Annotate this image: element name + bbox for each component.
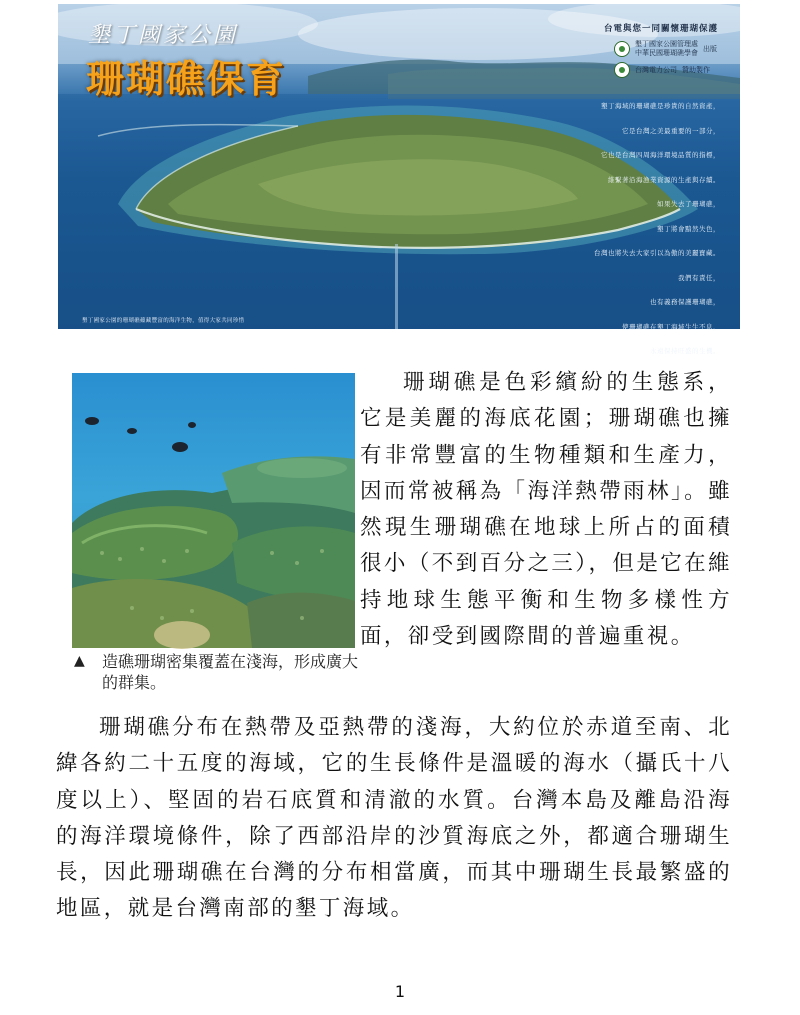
page-number: 1 bbox=[394, 982, 406, 1001]
poem-line: 它也是台灣四周海洋環境品質的指標， bbox=[601, 151, 720, 159]
poem-line: 它是台灣之美最重要的一部分， bbox=[622, 126, 720, 135]
sponsor-block bbox=[614, 62, 710, 78]
hero-caption: 墾丁國家公園的珊瑚礁蘊藏豐富的海洋生物，值得大家共同珍惜 bbox=[82, 318, 245, 324]
poem-line: 如果失去了珊瑚礁， bbox=[657, 200, 720, 208]
poem-line: 我們有責任， bbox=[678, 273, 720, 282]
paragraph-intro: 珊瑚礁是色彩繽紛的生態系，它是美麗的海底花園；珊瑚礁也擁有非常豐富的生物種類和生產力，因而常被稱為「海洋熱帶雨林」。雖然現生珊瑚礁在地球上所占的面積很小（不到百分之三），但是它在維持地球生態平衡和生物多樣性方面，卻受到國際間的普遍重視。 bbox=[360, 370, 732, 650]
photo-caption-text: 造礁珊瑚密集覆蓋在淺海，形成廣大的群集。 bbox=[102, 652, 359, 692]
publisher-role: 出版 bbox=[703, 44, 717, 53]
national-park-logo-icon bbox=[614, 41, 630, 57]
hero-slogan: 台電與您一同關懷珊瑚保護 bbox=[603, 24, 718, 34]
poem-line: 也有義務保護珊瑚礁， bbox=[650, 298, 720, 306]
poem-line: 使珊瑚礁在墾丁海域生生不息， bbox=[622, 322, 720, 331]
publisher-block bbox=[614, 40, 717, 58]
taipower-logo-icon bbox=[614, 62, 630, 78]
poem-line: 墾丁海域的珊瑚礁是珍貴的自然資產， bbox=[601, 102, 720, 110]
poem-line: 維繫著沿海漁業資源的生產與存續。 bbox=[608, 175, 720, 184]
publisher-name-2: 中華民國珊瑚礁學會 bbox=[635, 49, 698, 57]
caption-marker-icon: ▲ bbox=[74, 653, 85, 669]
publisher-name-1: 墾丁國家公園管理處 bbox=[635, 40, 698, 48]
sponsor-name: 台灣電力公司 bbox=[635, 65, 677, 74]
hero-poem bbox=[520, 100, 720, 370]
hero-title: 珊瑚礁保育 bbox=[86, 57, 287, 101]
coral-reef-photo bbox=[72, 373, 355, 648]
hero-brand-calligraphy: 墾丁國家公園 bbox=[88, 23, 239, 48]
coral-reef-illustration bbox=[72, 373, 355, 648]
poem-line: 永遠保持旺盛的生機。 bbox=[650, 347, 720, 355]
paragraph-distribution: 珊瑚礁分布在熱帶及亞熱帶的淺海，大約位於赤道至南、北緯各約二十五度的海域，它的生長條件是溫暖的海水（攝氏十八度以上）、堅固的岩石底質和清澈的水質。台灣本島及離島沿海的海洋環境條件，除了西部沿岸的沙質海底之外，都適合珊瑚生長，因此珊瑚礁在台灣的分布相當廣，而其中珊瑚生長最繁盛的地區，就是台灣南部的墾丁海域。 bbox=[56, 715, 732, 922]
sponsor-role: 贊助製作 bbox=[682, 65, 710, 74]
poem-line: 墾丁將會黯然失色， bbox=[657, 224, 720, 233]
hero-poster bbox=[58, 4, 740, 355]
poem-line: 台灣也將失去大家引以為傲的美麗寶藏。 bbox=[594, 249, 720, 257]
